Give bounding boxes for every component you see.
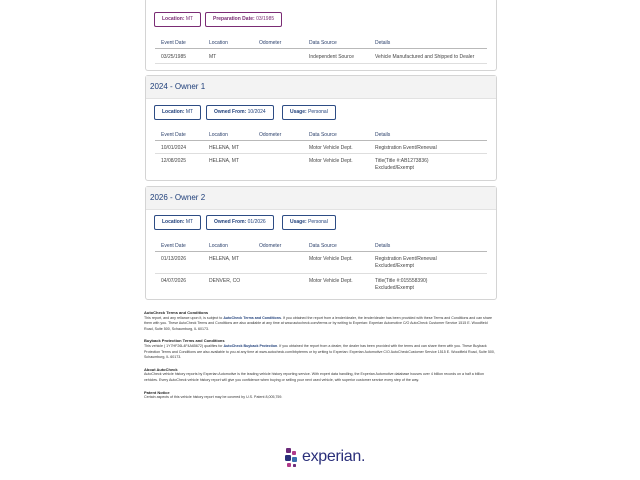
table-row: 12/08/2025 HELENA, MT Motor Vehicle Dept. Title(Title #:AB1273836) Excluded/Exempt [161,158,429,171]
legal-notices [144,310,496,401]
table-row: 03/25/1985 MT Independent Source Vehicle Manufactured and Shipped to Dealer [155,49,487,64]
patent-section [144,390,496,401]
record-card-manufacture [145,0,497,71]
location-pill: Location: MT [154,215,201,230]
about-text: AutoCheck vehicle history reports by Experian Automotive is the leading vehicle history reporting service. With expert data handling, the Experian Automotive database houses over 4 billion records on a half a billion vehicles. Every AutoCheck vehicle history report will give you confidence when buying or selling your next used vehicle, with superior customer service every step of the way. [144,372,484,382]
about-title: About AutoCheck [144,366,178,372]
usage-pill: Usage: Personal [282,215,336,230]
history-table [155,36,487,64]
col-data-source: Data Source [309,40,337,46]
owned-from-pill: Owned From: 01/2026 [206,215,274,230]
col-event-date: Event Date [161,40,186,46]
terms-link[interactable]: AutoCheck Terms and Conditions [223,315,281,320]
table-header: Event Date Location Odometer Data Source Details [155,239,487,252]
table-row: 10/01/2024 HELENA, MT Motor Vehicle Dept. Registration Event/Renewal [155,141,487,154]
history-table [155,239,487,295]
terms-text: This report, and any reliance upon it, is subject to AutoCheck Terms and Conditions. If you obtained the report from a lender/dealer, the lender/dealer has been provided with these Terms and Conditions and can share them with you. These AutoCheck Terms and Conditions are also available at any time at www.autocheck.com/terms or by writing to Experian: Experian Automotive C/O AutoCheck Customer Service 1515 E. Woodfield Road, Suite 500, Schaumburg, IL 60173. [144,315,493,331]
experian-dots-icon [284,446,302,472]
owner-card-2 [145,186,497,300]
buyback-title: Buyback Protection Terms and Conditions [144,338,225,344]
location-pill: Location: MT [154,105,201,120]
buyback-section [144,338,496,360]
history-table [155,128,487,175]
owner-title: 2026 - Owner 2 [146,187,496,210]
table-row: 04/07/2026 DENVER, CO Motor Vehicle Dept. Title(Title #:015558390) Excluded/Exempt [161,278,428,291]
table-row: 01/13/2026 HELENA, MT Motor Vehicle Dept. Registration Event/Renewal Excluded/Exempt [155,252,487,274]
col-odometer: Odometer [259,40,282,46]
preparation-date-pill: Preparation Date: 03/1985 [205,12,282,27]
experian-logo [284,446,364,472]
location-pill: Location: MT [154,12,201,27]
owner-card-1 [145,75,497,181]
terms-title: AutoCheck Terms and Conditions [144,310,209,315]
terms-section [144,310,496,332]
buyback-link[interactable]: AutoCheck Buyback Protection [223,343,278,348]
buyback-text: This vehicle ( 1Y7HF26L4F4A65672) qualifies for AutoCheck Buyback Protection. If you obtained the report from a dealer, the dealer has been provided with the terms and can share them with you. These Buyback Protection Terms and Conditions are also available to you at any time at www.autocheck.com/bbpterms or by writing to Experian: Experian Automotive C/O AutoCheckCustomer Service 1515 E. Woodfield Road, Suite 500, Schaumburg, IL 60173. [144,343,495,360]
col-location: Location [209,40,228,46]
about-section [144,367,496,384]
patent-text: Certain aspects of this vehicle history report may be covered by U.S. Patent 8,005,759. [144,395,283,400]
table-header: Event Date Location Odometer Data Source Details [155,128,487,141]
owner-title: 2024 - Owner 1 [146,76,496,99]
table-header [155,36,487,49]
experian-wordmark: experian. [302,448,366,465]
owned-from-pill: Owned From: 10/2024 [206,105,274,120]
patent-title: Patent Notice [144,389,170,395]
usage-pill: Usage: Personal [282,105,336,120]
col-details: Details [375,40,391,46]
